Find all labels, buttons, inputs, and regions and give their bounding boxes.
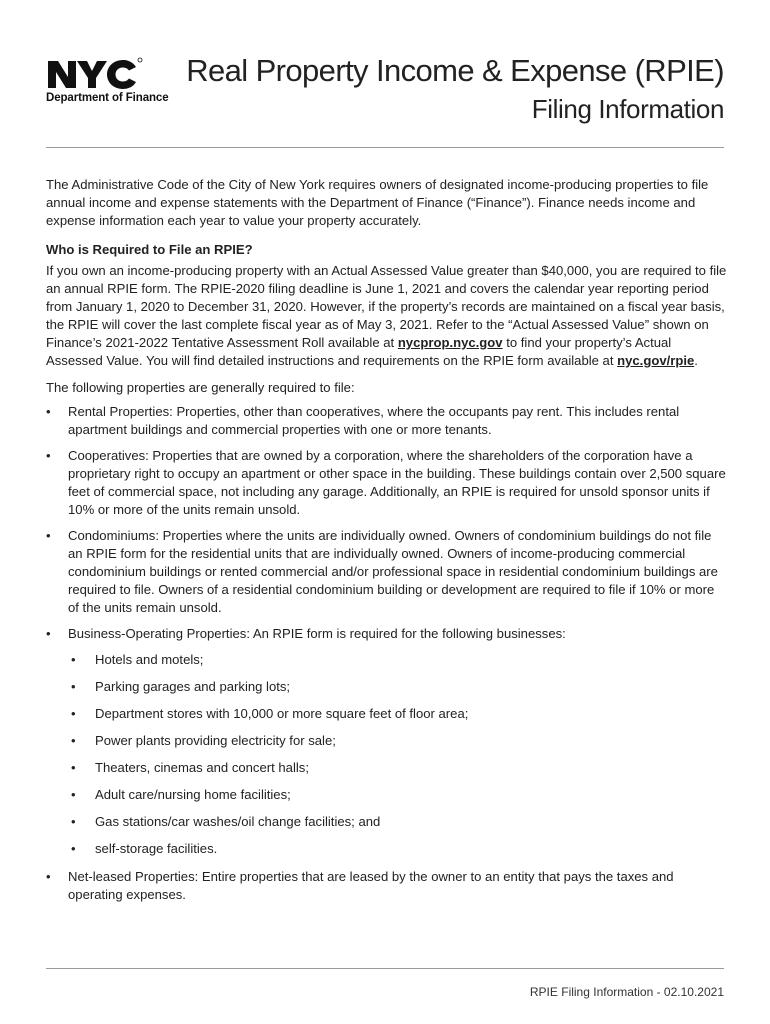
property-desc: Entire properties that are leased by the owner to an entity that pays the taxes and operating expenses. <box>68 869 674 902</box>
business-label: Power plants providing electricity for sale; <box>95 733 336 748</box>
business-item <box>68 786 728 804</box>
business-list <box>68 651 728 858</box>
property-term: Rental Properties: <box>68 404 173 419</box>
bullet-icon: • <box>71 706 76 721</box>
document-title: Real Property Income & Expense (RPIE) <box>186 53 724 88</box>
who-text-3: . <box>694 353 698 368</box>
property-desc: : An RPIE form is required for the following businesses: <box>246 626 566 641</box>
properties-lead: The following properties are generally required to file: <box>46 380 355 395</box>
who-paragraph <box>46 262 728 370</box>
business-label: Gas stations/car washes/oil change facilities; and <box>95 814 381 829</box>
business-item <box>68 732 728 750</box>
bullet-icon: • <box>71 733 76 748</box>
bullet-icon: • <box>71 652 76 667</box>
business-label: Theaters, cinemas and concert halls; <box>95 760 309 775</box>
footer-divider <box>46 968 724 969</box>
business-item <box>68 813 728 831</box>
nycprop-link[interactable]: nycprop.nyc.gov <box>397 335 503 350</box>
property-desc: Properties, other than cooperatives, where the occupants pay rent. This includes rental apartment buildings and commercial properties with one or more tenants. <box>68 404 680 437</box>
business-label: Adult care/nursing home facilities; <box>95 787 291 802</box>
bullet-icon: • <box>71 787 76 802</box>
list-item-cooperatives <box>46 447 728 519</box>
business-item <box>68 840 728 858</box>
property-term: Condominiums: <box>68 528 159 543</box>
bullet-icon: • <box>46 528 51 543</box>
list-item-condominiums <box>46 527 728 617</box>
business-label: Hotels and motels; <box>95 652 204 667</box>
list-item-business <box>46 625 728 858</box>
who-text-2: to find your property’s Actual Assessed Value. You will find detailed instructions and requirements on the RPIE form available at <box>46 335 672 368</box>
who-heading: Who is Required to File an RPIE? <box>46 242 253 257</box>
bullet-icon: • <box>71 814 76 829</box>
property-type-list <box>46 403 728 904</box>
bullet-icon: • <box>46 404 51 419</box>
business-item <box>68 759 728 777</box>
bullet-icon: • <box>71 760 76 775</box>
document-subtitle: Filing Information <box>531 94 724 124</box>
bullet-icon: • <box>46 869 51 884</box>
header-divider <box>46 147 724 148</box>
business-item <box>68 705 728 723</box>
nyc-logo-icon <box>46 55 150 91</box>
bullet-icon: • <box>71 841 76 856</box>
who-text-1: If you own an income-producing property with an Actual Assessed Value greater than $40,000, you are required to file an annual RPIE form. The RPIE-2020 filing deadline is June 1, 2021 and covers the calendar year reporting period from January 1, 2020 to December 31, 2020. However, if the property’s records are maintained on a fiscal year basis, the RPIE will cover the last complete fiscal year as of May 3, 2021. Refer to the “Actual Assessed Value” shown on Finance’s 2021-2022 Tentative Assessment Roll available at <box>46 263 727 350</box>
nyc-dof-logo <box>46 55 178 104</box>
document-body <box>46 176 728 904</box>
rpie-link[interactable]: nyc.gov/rpie <box>617 353 695 368</box>
business-label: self-storage facilities. <box>95 841 218 856</box>
property-desc: Properties that are owned by a corporation, where the shareholders of the corporation have a proprietary right to occupy an apartment or other space in the building. These buildings contain over 2,500 square feet of commercial space, not including any garage. Additionally, an RPIE is required for unsold sponsor units if 10% or more of the units remain unsold. <box>68 448 726 517</box>
footer-text: RPIE Filing Information - 02.10.2021 <box>529 985 724 999</box>
list-item-rental <box>46 403 728 439</box>
business-label: Department stores with 10,000 or more square feet of floor area; <box>95 706 469 721</box>
business-item <box>68 678 728 696</box>
document-title-block <box>186 53 724 126</box>
business-item <box>68 651 728 669</box>
list-item-net-leased <box>46 868 728 904</box>
business-label: Parking garages and parking lots; <box>95 679 291 694</box>
property-term: Cooperatives: <box>68 448 149 463</box>
property-term: Net-leased Properties: <box>68 869 199 884</box>
property-term: Business-Operating Properties <box>68 626 247 641</box>
bullet-icon: • <box>46 626 51 641</box>
bullet-icon: • <box>71 679 76 694</box>
property-desc: Properties where the units are individually owned. Owners of condominium buildings do not file an RPIE form for the residential units that are individually owned. Owners of income-producing commercial condominium buildings or rented commercial and/or professional space in residential condominium buildings are required to file. Owners of a residential condominium building or development are required to file if 10% or more of the units remain unsold. <box>68 528 718 615</box>
bullet-icon: • <box>46 448 51 463</box>
logo-subtitle: Department of Finance <box>46 92 169 104</box>
intro-paragraph: The Administrative Code of the City of New York requires owners of designated income-producing properties to file annual income and expense statements with the Department of Finance (“Finance”). Finance needs income and expense information each year to value your property accurately. <box>46 177 709 228</box>
